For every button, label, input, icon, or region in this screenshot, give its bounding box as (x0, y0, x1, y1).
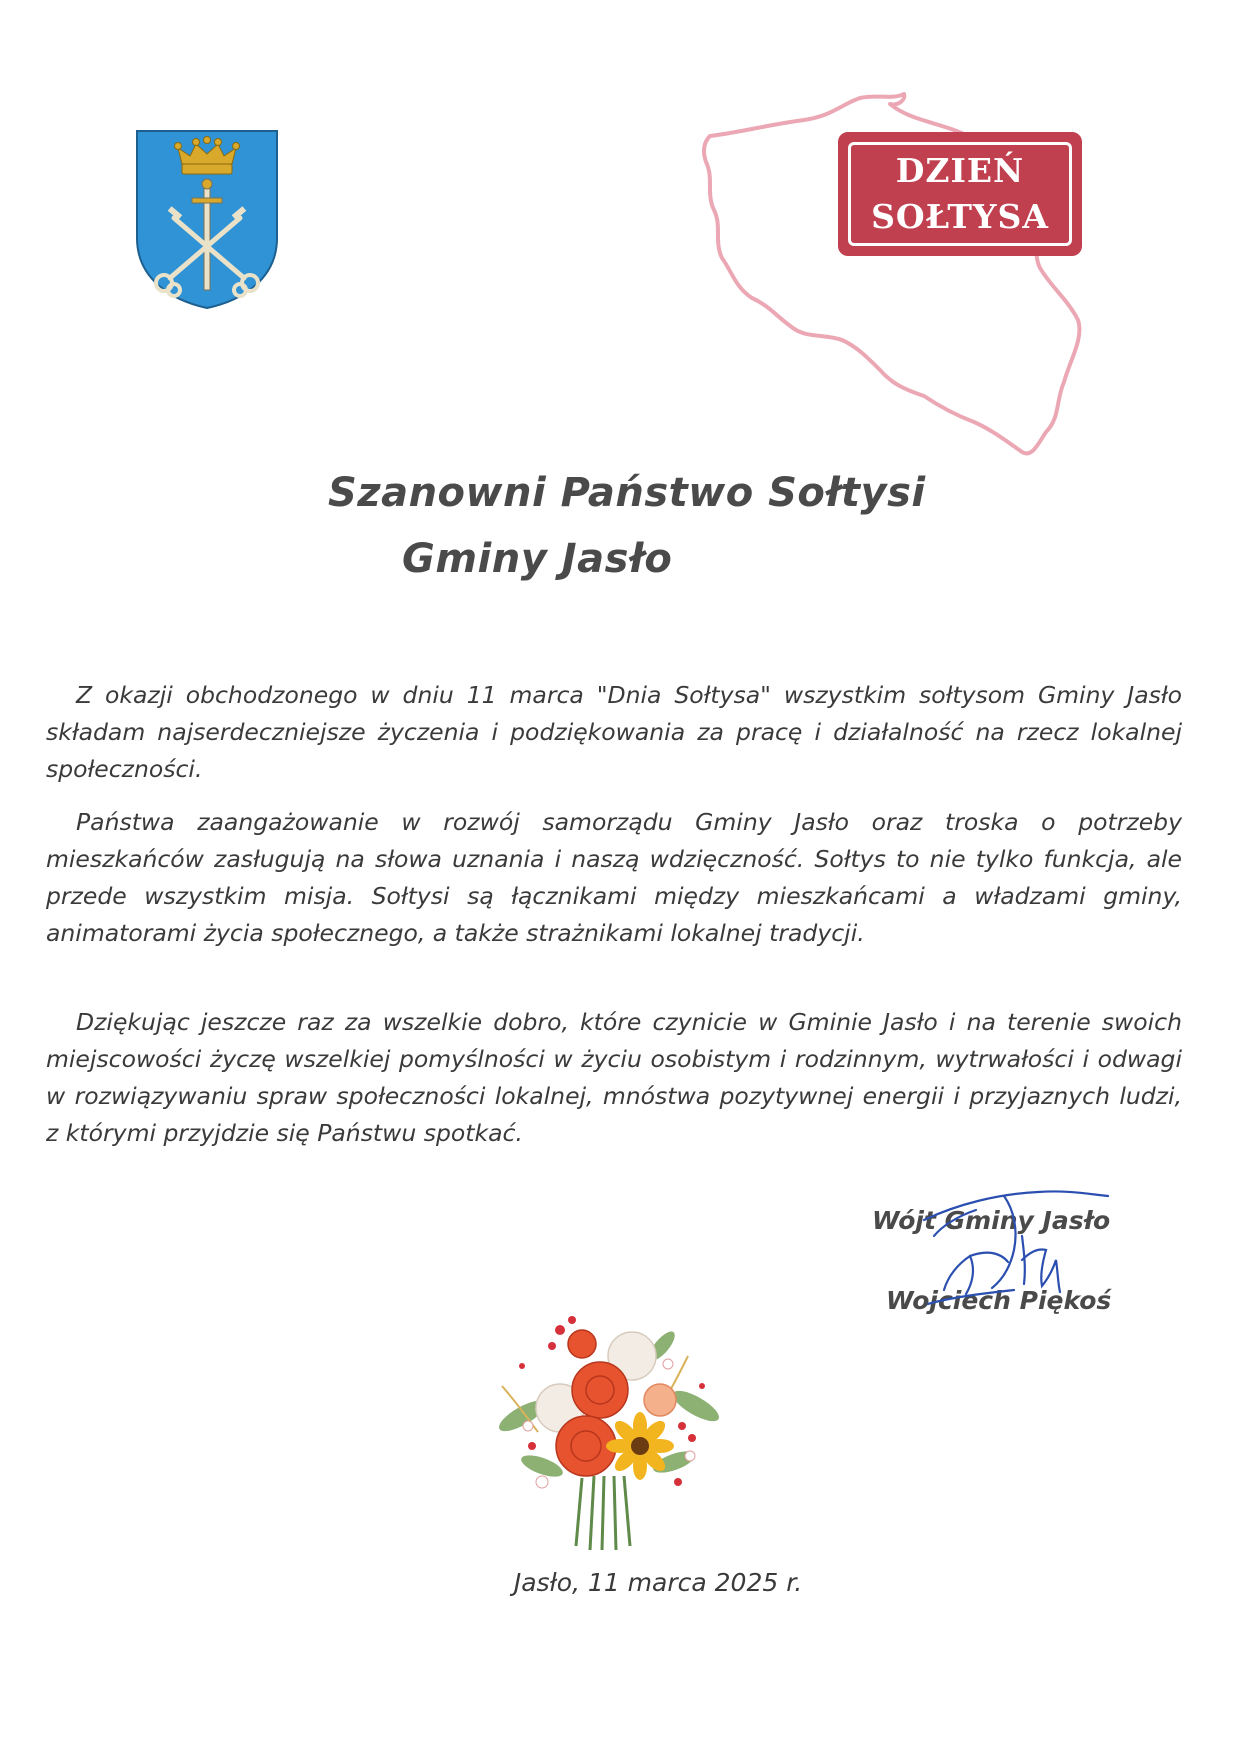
coat-of-arms-icon (134, 128, 280, 310)
flower-bouquet-icon (482, 1306, 732, 1554)
badge-line-1: DZIEŃ (895, 151, 1025, 190)
body-paragraph-2: Państwa zaangażowanie w rozwój samorządu Gminy Jasło oraz troska o potrzeby mieszkańców zasługują na słowa uznania i naszą wdzięczność. Sołtys to nie tylko funkcja, ale przede wszystkim misja. Sołtysi są łącznikami między mieszkańcami a władzami gminy, animatorami życia społecznego, a także strażnikami lokalnej tradycji. (46, 808, 1182, 947)
heading-line-2: Gminy Jasło (402, 536, 673, 582)
signatory-name: Wojciech Piękoś (886, 1286, 1112, 1315)
dzien-soltysa-badge (838, 132, 1082, 256)
place-and-date (0, 1568, 1240, 1597)
place-and-date-text: Jasło, 11 marca 2025 r. (513, 1568, 803, 1597)
heading-line-1: Szanowni Państwo Sołtysi (328, 470, 926, 516)
body-paragraph-3: Dziękując jeszcze raz za wszelkie dobro, które czynicie w Gminie Jasło i na terenie swoich miejscowości życzę wszelkiej pomyślności w życiu osobistym i rodzinnym, wytrwałości i odwagi w rozwiązywaniu spraw społeczności lokalnej, mnóstwa pozytywnej energii i przyjaznych ludzi, z którymi przyjdzie się Państwu spotkać. (46, 1008, 1182, 1147)
body-paragraph-1: Z okazji obchodzonego w dniu 11 marca "Dnia Sołtysa" wszystkim sołtysom Gminy Jasło składam najserdeczniejsze życzenia i podziękowania za pracę i działalność na rzecz lokalnej społeczności. (46, 681, 1182, 783)
handwritten-signature (918, 1180, 1118, 1330)
badge-line-2: SOŁTYSA (871, 197, 1049, 236)
signatory-title: Wójt Gminy Jasło (872, 1206, 1111, 1235)
